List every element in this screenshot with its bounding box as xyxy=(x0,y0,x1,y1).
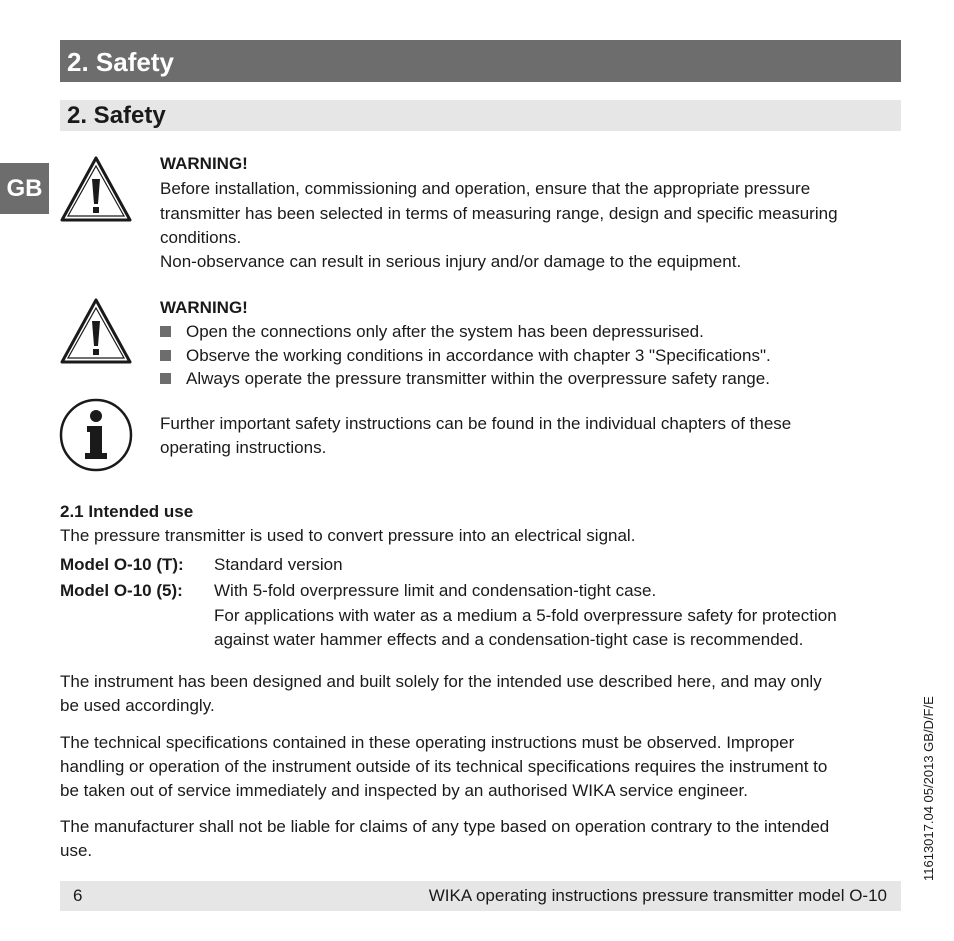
list-item xyxy=(160,344,905,368)
list-item xyxy=(160,367,905,391)
list-item-text: Open the connections only after the system has been depressurised. xyxy=(186,322,704,341)
paragraph-line: use. xyxy=(60,841,93,860)
document-code: 11613017.04 05/2013 GB/D/F/E xyxy=(921,696,936,881)
model-description-line: against water hammer effects and a condensation-tight case is recommended. xyxy=(214,630,804,649)
info-text-line: Further important safety instructions can be found in the individual chapters of these xyxy=(160,414,792,433)
model-description: Standard version xyxy=(214,555,343,574)
bullet-square-icon xyxy=(160,373,171,384)
footer-title: WIKA operating instructions pressure transmitter model O-10 xyxy=(428,886,887,905)
warning-text-line: conditions. xyxy=(160,228,242,247)
paragraph-line: handling or operation of the instrument outside of its technical specifications requires the instrument to xyxy=(60,757,828,776)
paragraph-line: be taken out of service immediately and inspected by an authorised WIKA service engineer. xyxy=(60,781,748,800)
bullet-square-icon xyxy=(160,326,171,337)
list-item-text: Always operate the pressure transmitter within the overpressure safety range. xyxy=(186,369,770,388)
page-number: 6 xyxy=(73,886,83,905)
model-label: Model O-10 (T): xyxy=(60,555,184,574)
warning-triangle-icon xyxy=(59,155,133,223)
section-title: 2. Safety xyxy=(60,100,901,131)
warning-text-line: Before installation, commissioning and operation, ensure that the appropriate pressure xyxy=(160,179,811,198)
model-row xyxy=(60,579,837,652)
paragraph xyxy=(60,731,902,803)
model-description xyxy=(214,579,837,652)
paragraph-line: be used accordingly. xyxy=(60,696,215,715)
page-header-title: 2. Safety xyxy=(60,40,901,82)
warning-triangle-icon xyxy=(59,297,133,365)
warning-block-2 xyxy=(160,296,905,391)
warning-text-line: transmitter has been selected in terms of measuring range, design and specific measuring xyxy=(160,204,838,223)
language-tab: GB xyxy=(0,163,49,214)
model-row xyxy=(60,553,343,577)
paragraph xyxy=(60,670,902,718)
model-description-line: For applications with water as a medium a 5-fold overpressure safety for protection xyxy=(214,606,837,625)
intro-text: The pressure transmitter is used to convert pressure into an electrical signal. xyxy=(60,526,636,545)
model-description-line: With 5-fold overpressure limit and condensation-tight case. xyxy=(214,581,657,600)
info-block xyxy=(160,412,905,460)
subsection-heading: 2.1 Intended use xyxy=(60,502,194,521)
list-item-text: Observe the working conditions in accordance with chapter 3 "Specifications". xyxy=(186,345,771,365)
intended-use-section xyxy=(60,500,902,548)
page-footer xyxy=(60,881,901,911)
paragraph-line: The technical specifications contained in these operating instructions must be observed. Improper xyxy=(60,733,795,752)
paragraph xyxy=(60,815,902,863)
paragraph-line: The instrument has been designed and built solely for the intended use described here, and may only xyxy=(60,672,822,691)
model-label: Model O-10 (5): xyxy=(60,581,183,600)
list-item xyxy=(160,320,905,344)
paragraph-line: The manufacturer shall not be liable for claims of any type based on operation contrary to the intended xyxy=(60,817,830,836)
warning-block-1 xyxy=(160,151,905,274)
bullet-square-icon xyxy=(160,350,171,361)
info-text-line: operating instructions. xyxy=(160,438,327,457)
warning-text-line: Non-observance can result in serious injury and/or damage to the equipment. xyxy=(160,252,742,271)
warning-heading: WARNING! xyxy=(160,154,248,173)
info-icon xyxy=(59,398,133,472)
warning-heading: WARNING! xyxy=(160,298,248,317)
